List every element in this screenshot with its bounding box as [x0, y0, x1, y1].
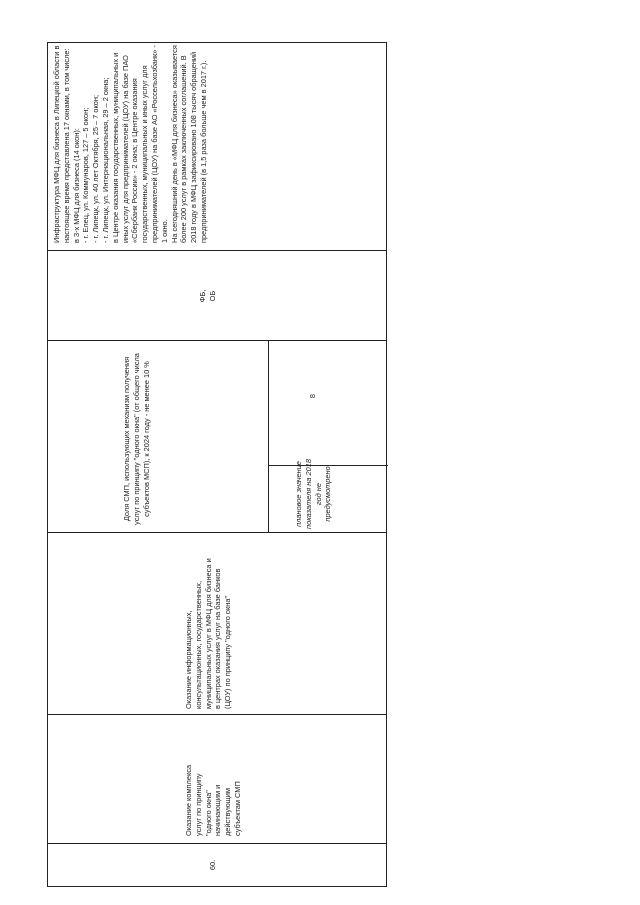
- fact-value: 8: [308, 393, 317, 399]
- indicator-cell: [48, 341, 386, 533]
- measure-text: Оказание комплекса услуг по принципу "одного окна" начинающим и действующим субъектам СМП: [184, 764, 242, 836]
- result-cell: [48, 41, 386, 251]
- funding-text: ФБ, ОБ: [198, 289, 217, 303]
- measure-cell: [48, 715, 386, 844]
- rotated-table-row: [47, 42, 387, 887]
- event-cell: [48, 533, 386, 715]
- plan-value-note: плановое значение показателя на 2018 год не предусмотрено: [294, 459, 333, 529]
- event-text: Оказание информационных, консультационных, государственных, муниципальных услуг в МФЦ для бизнеса и в центрах оказания услуг на базе банков (ЦОУ) по принципу "одного окна": [184, 558, 233, 709]
- row-number-cell: [48, 844, 386, 886]
- result-text: Инфраструктура МФЦ для бизнеса в Липецкой области в настоящее время представлена 17 окнами, в том числе: в 3-х МФЦ для бизнеса (14 окон): - г. Елец, ул. Коммунаров, 127 – 5 окон; - г. Липецк, ул. 40 лет Октября, 25 – 7 окон; - г. Липецк, ул. Интернациональная, 29 – 2 окна; в Центре оказания государственных, муниципальных и иных услуг для предпринимателей (ЦОУ) на базе ПАО «Сбербанк России» - 2 окна; в Центре оказания государственных, муниципальных и иных услуг для предпринимателей (ЦОУ) на базе АО «Россельхозбанк» - 1 окно. На сегодняшний день в «МФЦ для бизнеса» оказывается более 200 услуг в рамках заключенных соглашений. В 2018 году в МФЦ зафиксировано 108 тысяч обращений предпринимателей (в 1,5 раза больше чем в 2017 г.).: [52, 45, 208, 243]
- row-number: 60.: [208, 859, 217, 871]
- funding-cell: [48, 251, 386, 341]
- indicator-text: Доля СМП, использующих механизм получения услуг по принципу "одного окна" (от общего числа субъектов МСП), к 2024 году - не менее 10 %: [122, 353, 151, 525]
